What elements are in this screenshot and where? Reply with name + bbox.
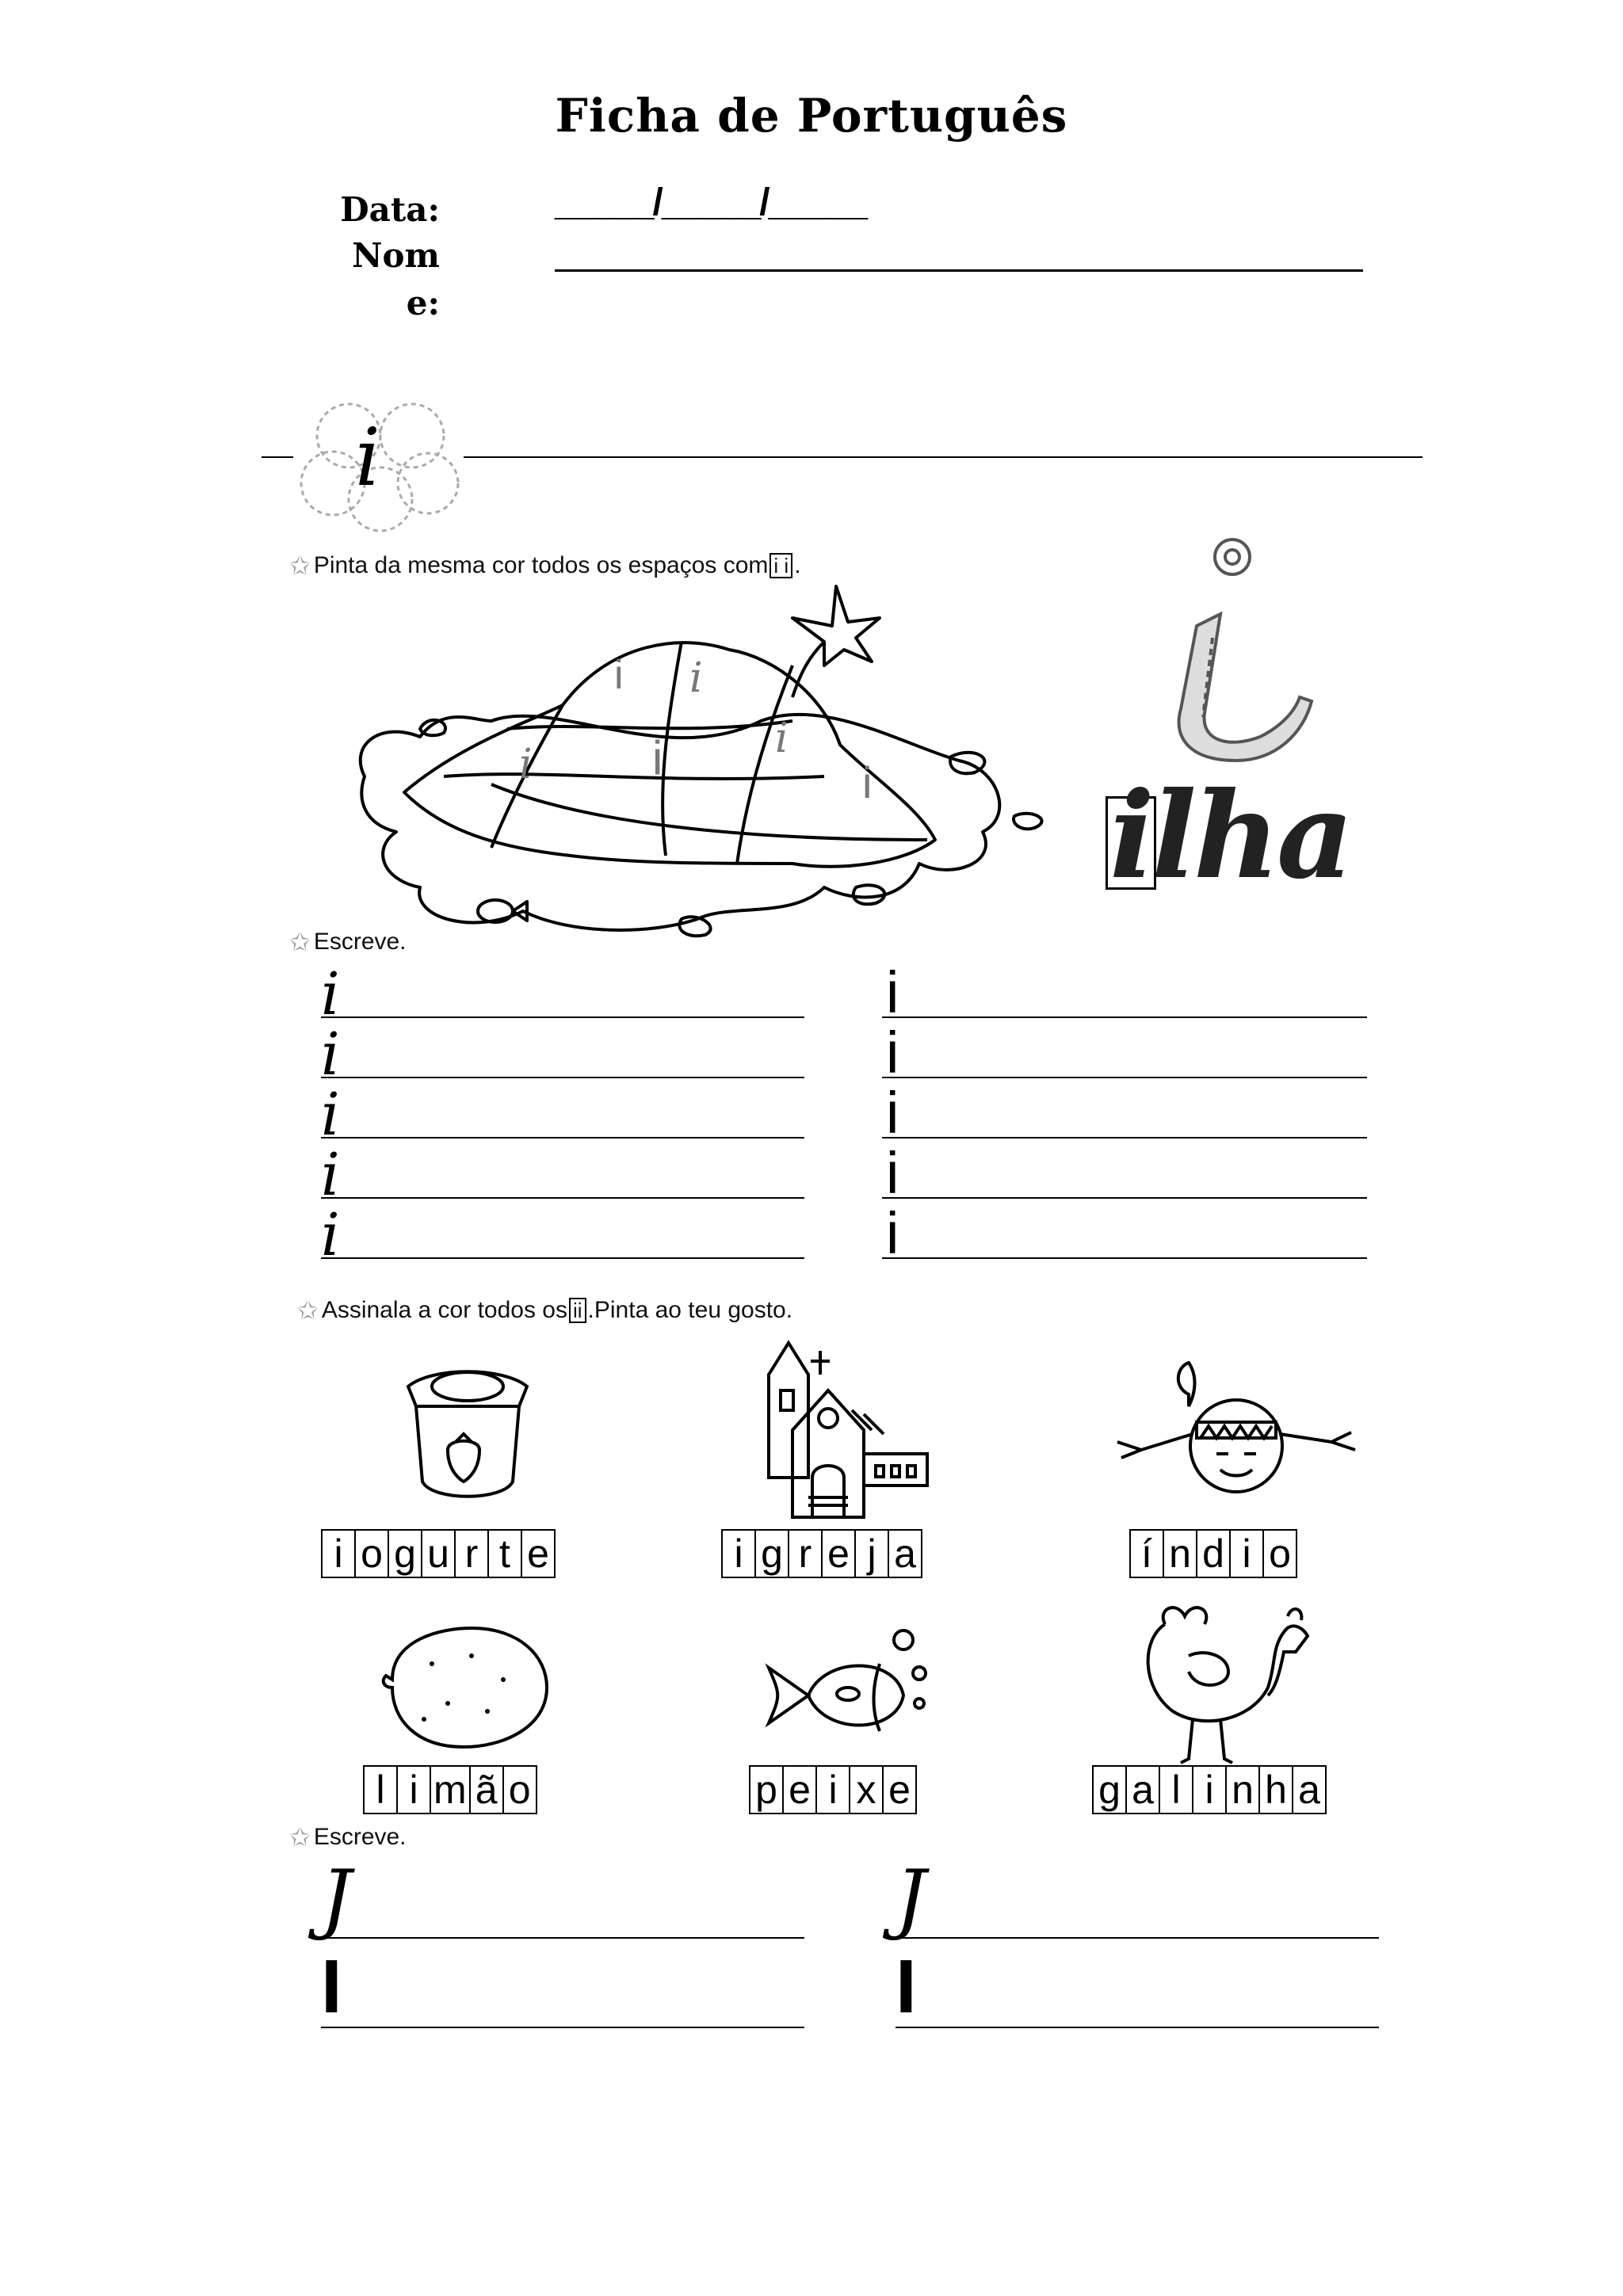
island-icon: [349, 586, 1062, 959]
instruction-4: [289, 1822, 407, 1852]
letter-cell[interactable]: r: [456, 1531, 489, 1577]
writing-line[interactable]: [882, 1257, 1367, 1259]
letter-cell[interactable]: e: [522, 1531, 556, 1577]
hen-icon: [1133, 1592, 1316, 1767]
cursive-capital-i-model: J: [321, 1854, 352, 1943]
writing-line[interactable]: [882, 1077, 1367, 1078]
print-i-model: i: [886, 1200, 899, 1266]
letter-cell[interactable]: i: [1193, 1767, 1227, 1813]
writing-line[interactable]: [882, 1016, 1367, 1018]
instruction-1: [289, 551, 801, 581]
letter-cell[interactable]: g: [389, 1531, 422, 1577]
letter-cell[interactable]: i: [398, 1767, 431, 1813]
letter-cell[interactable]: ã: [471, 1767, 504, 1813]
star-icon: ✩: [289, 1823, 311, 1852]
name-label: Nom: [352, 236, 440, 275]
yogurt-icon: [400, 1363, 535, 1505]
writing-line[interactable]: [321, 1137, 804, 1138]
print-i-model: i: [886, 959, 899, 1025]
star-icon: ✩: [289, 551, 311, 580]
word-iogurte[interactable]: [321, 1529, 556, 1578]
writing-line[interactable]: [896, 2027, 1379, 2028]
word-peixe[interactable]: [749, 1765, 917, 1814]
page-title: Ficha de Português: [555, 89, 1068, 143]
letter-cell[interactable]: h: [1260, 1767, 1293, 1813]
letter-cell[interactable]: o: [1264, 1531, 1297, 1577]
letter-cell[interactable]: p: [750, 1767, 784, 1813]
letter-cell[interactable]: o: [504, 1767, 537, 1813]
writing-line[interactable]: [321, 1937, 804, 1939]
word-galinha[interactable]: [1092, 1765, 1327, 1814]
fish-icon: [761, 1624, 935, 1751]
ilha-word: ilha: [1109, 766, 1351, 906]
cursive-i-icon: [1157, 535, 1316, 765]
island-letter: i: [689, 654, 703, 702]
island-letter: i: [614, 652, 624, 698]
instruction-3-suffix: .Pinta ao teu gosto.: [587, 1297, 793, 1323]
letter-cell[interactable]: a: [1293, 1767, 1327, 1813]
letter-cell[interactable]: r: [789, 1531, 823, 1577]
cursive-i-model: i: [321, 1141, 340, 1209]
letter-cell[interactable]: n: [1164, 1531, 1197, 1577]
island-letter: i: [862, 757, 873, 807]
lemon-icon: [376, 1624, 559, 1751]
writing-line[interactable]: [321, 1077, 804, 1078]
church-icon: [761, 1335, 935, 1517]
print-capital-i-model: I: [896, 1944, 917, 2029]
instruction-4-text: Escreve.: [313, 1824, 407, 1850]
flower-icon: [301, 396, 468, 531]
letter-cell[interactable]: i: [323, 1531, 356, 1577]
banner-line-left: [262, 456, 293, 458]
instruction-1-suffix: .: [794, 552, 801, 578]
letter-cell[interactable]: i: [1231, 1531, 1264, 1577]
writing-line[interactable]: [896, 1937, 1379, 1939]
date-label: Data:: [340, 190, 440, 229]
word-limao[interactable]: [363, 1765, 537, 1814]
letter-cell[interactable]: n: [1227, 1767, 1260, 1813]
cursive-i-model: i: [321, 1201, 340, 1269]
print-i-model: i: [886, 1140, 899, 1206]
star-icon: ✩: [289, 928, 311, 956]
star-icon: ✩: [297, 1296, 319, 1325]
writing-line[interactable]: [321, 1257, 804, 1259]
letter-cell[interactable]: i: [817, 1767, 850, 1813]
word-igreja[interactable]: [721, 1529, 922, 1578]
banner-letter: i: [355, 411, 380, 504]
letter-cell[interactable]: í: [1131, 1531, 1164, 1577]
cursive-i-model: i: [321, 1020, 340, 1089]
instruction-3: [297, 1295, 792, 1325]
letter-cell[interactable]: a: [889, 1531, 922, 1577]
letter-cell[interactable]: j: [856, 1531, 889, 1577]
instruction-1-letter-box: i i: [769, 553, 792, 578]
cursive-i-model: i: [321, 960, 340, 1028]
instruction-2: [289, 927, 407, 957]
letter-cell[interactable]: a: [1127, 1767, 1160, 1813]
instruction-3-letter-box: ii: [569, 1298, 586, 1323]
writing-line[interactable]: [321, 1197, 804, 1199]
word-indio[interactable]: [1129, 1529, 1297, 1578]
letter-cell[interactable]: e: [884, 1767, 917, 1813]
name-field[interactable]: [555, 269, 1363, 272]
letter-cell[interactable]: e: [823, 1531, 856, 1577]
island-letter: i: [652, 731, 663, 784]
date-field[interactable]: _____/_____/_____: [555, 181, 867, 223]
print-i-model: i: [886, 1080, 899, 1146]
island-letter: i: [519, 741, 533, 788]
letter-cell[interactable]: u: [422, 1531, 456, 1577]
indian-icon: [1109, 1363, 1363, 1497]
cursive-i-model: i: [321, 1081, 340, 1149]
writing-line[interactable]: [321, 2027, 804, 2028]
letter-cell[interactable]: i: [723, 1531, 756, 1577]
letter-cell[interactable]: m: [431, 1767, 471, 1813]
instruction-3-text: Assinala a cor todos os: [321, 1297, 567, 1323]
writing-line[interactable]: [882, 1197, 1367, 1199]
instruction-1-text: Pinta da mesma cor todos os espaços com: [313, 552, 769, 578]
letter-cell[interactable]: l: [1160, 1767, 1193, 1813]
instruction-2-text: Escreve.: [313, 929, 407, 955]
letter-cell[interactable]: x: [850, 1767, 884, 1813]
letter-cell[interactable]: g: [756, 1531, 789, 1577]
writing-line[interactable]: [882, 1137, 1367, 1138]
island-letter: i: [775, 715, 789, 762]
print-i-model: i: [886, 1020, 899, 1085]
cursive-capital-i-model: J: [896, 1854, 926, 1943]
writing-line[interactable]: [321, 1016, 804, 1018]
banner-line-right: [464, 456, 1423, 458]
name-label-continued: e:: [406, 284, 440, 322]
letter-cell[interactable]: g: [1094, 1767, 1127, 1813]
letter-cell[interactable]: o: [356, 1531, 389, 1577]
letter-cell[interactable]: d: [1197, 1531, 1231, 1577]
print-capital-i-model: I: [321, 1944, 342, 2029]
letter-cell[interactable]: t: [489, 1531, 522, 1577]
letter-cell[interactable]: l: [365, 1767, 398, 1813]
letter-cell[interactable]: e: [784, 1767, 817, 1813]
